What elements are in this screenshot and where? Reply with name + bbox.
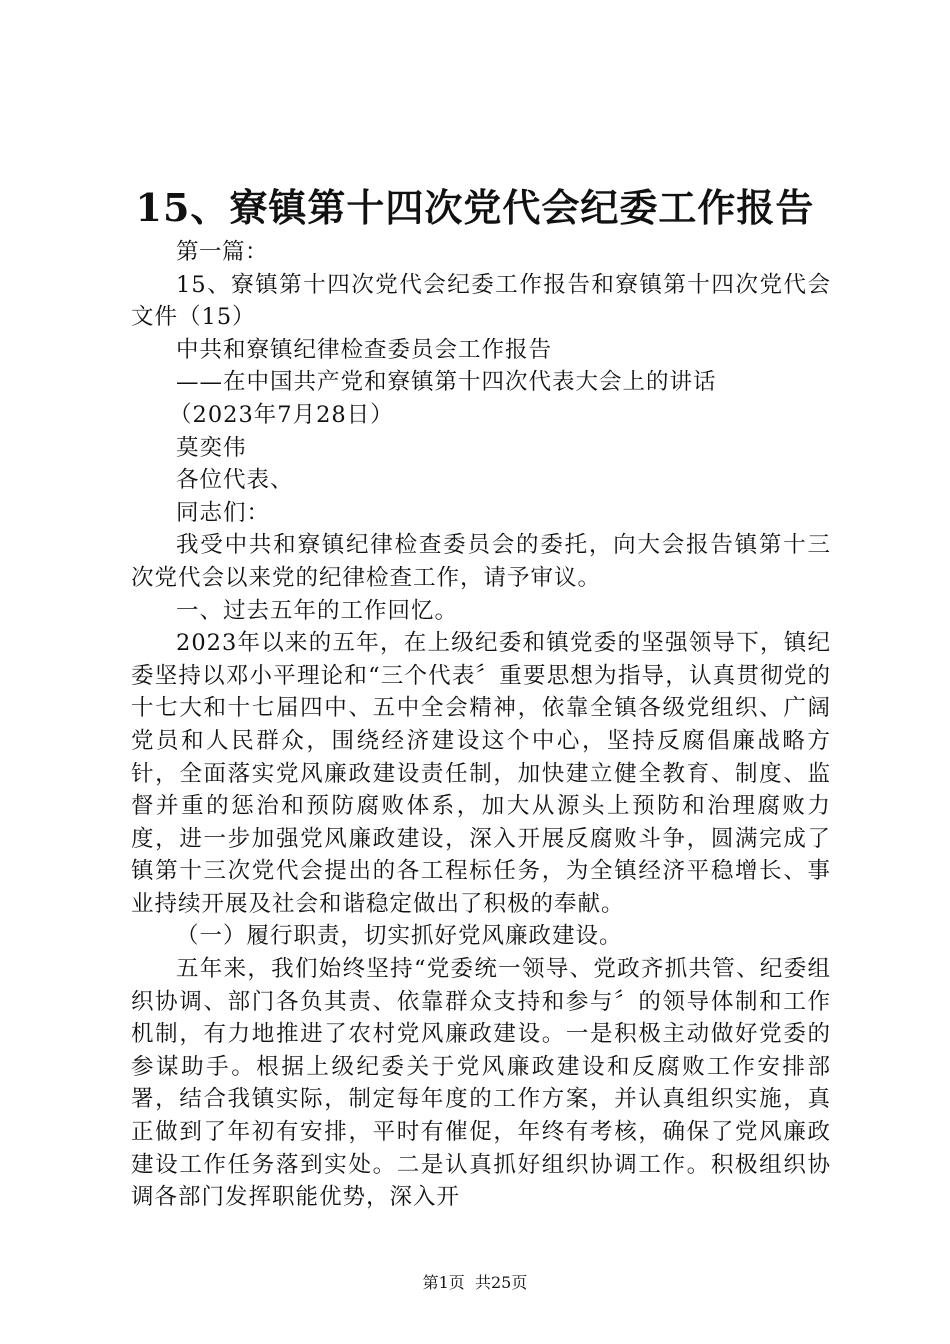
page-number-total: 共25页 <box>474 1273 528 1292</box>
paragraph-speaker: 莫奕伟 <box>176 434 247 461</box>
paragraph-part-label: 第一篇： <box>176 239 269 265</box>
paragraph-report-name: 中共和寮镇纪律检查委员会工作报告 <box>176 336 553 363</box>
page-footer <box>0 1272 950 1294</box>
paragraph-five-years: 五年来，我们始终坚持“党委统一领导、党政齐抓共管、纪委组织协调、部门各负其责、依靠群众支持和参与〞的领导体制和工作机制，有力地推进了农村党风廉政建设。一是积极主动做好党委的参谋助手。根据上级纪委关于党风廉政建设和反腐败工作安排部署，结合我镇实际，制定每年度的工作方案，并认真组织实施，真正做到了年初有安排，平时有催促，年终有考核，确保了党风廉政建设工作任务落到实处。二是认真抓好组织协调工作。积极组织协调各部门发挥职能优势，深入开 <box>131 956 831 1211</box>
paragraph-review: 2023年以来的五年，在上级纪委和镇党委的坚强领导下，镇纪委坚持以邓小平理论和“三个代表〞重要思想为指导，认真贯彻党的十七大和十七届四中、五中全会精神，依靠全镇各级党组织、广阔党员和人民群众，围绕经济建设这个中心，坚持反腐倡廉战略方针，全面落实党风廉政建设责任制，加快建立健全教育、制度、监督并重的惩治和预防腐败体系，加大从源头上预防和治理腐败力度，进一步加强党风廉政建设，深入开展反腐败斗争，圆满完成了镇第十三次党代会提出的各工程标任务，为全镇经济平稳增长、事业持续开展及社会和谐稳定做出了积极的奉献。 <box>131 630 831 917</box>
paragraph-date: （2023年7月28日） <box>169 401 394 428</box>
paragraph-section-heading: 一、过去五年的工作回忆。 <box>176 597 459 624</box>
paragraph-greeting-1: 各位代表、 <box>176 467 294 494</box>
paragraph-speech-note: ——在中国共产党和寮镇第十四次代表大会上的讲话 <box>176 369 717 396</box>
paragraph-subtitle: 15、寮镇第十四次党代会纪委工作报告和寮镇第十四次党代会文件（15） <box>131 271 831 331</box>
document-body <box>131 236 831 1214</box>
paragraph-greeting-2: 同志们： <box>176 499 271 526</box>
page-number-current: 第1页 <box>422 1273 465 1292</box>
paragraph-intro: 我受中共和寮镇纪律检查委员会的委托，向大会报告镇第十三次党代会以来党的纪律检查工作，请予审议。 <box>131 532 831 591</box>
document-title: 15、寮镇第十四次党代会纪委工作报告 <box>135 185 815 230</box>
paragraph-subsection-heading: （一）履行职责，切实抓好党风廉政建设。 <box>176 923 623 950</box>
